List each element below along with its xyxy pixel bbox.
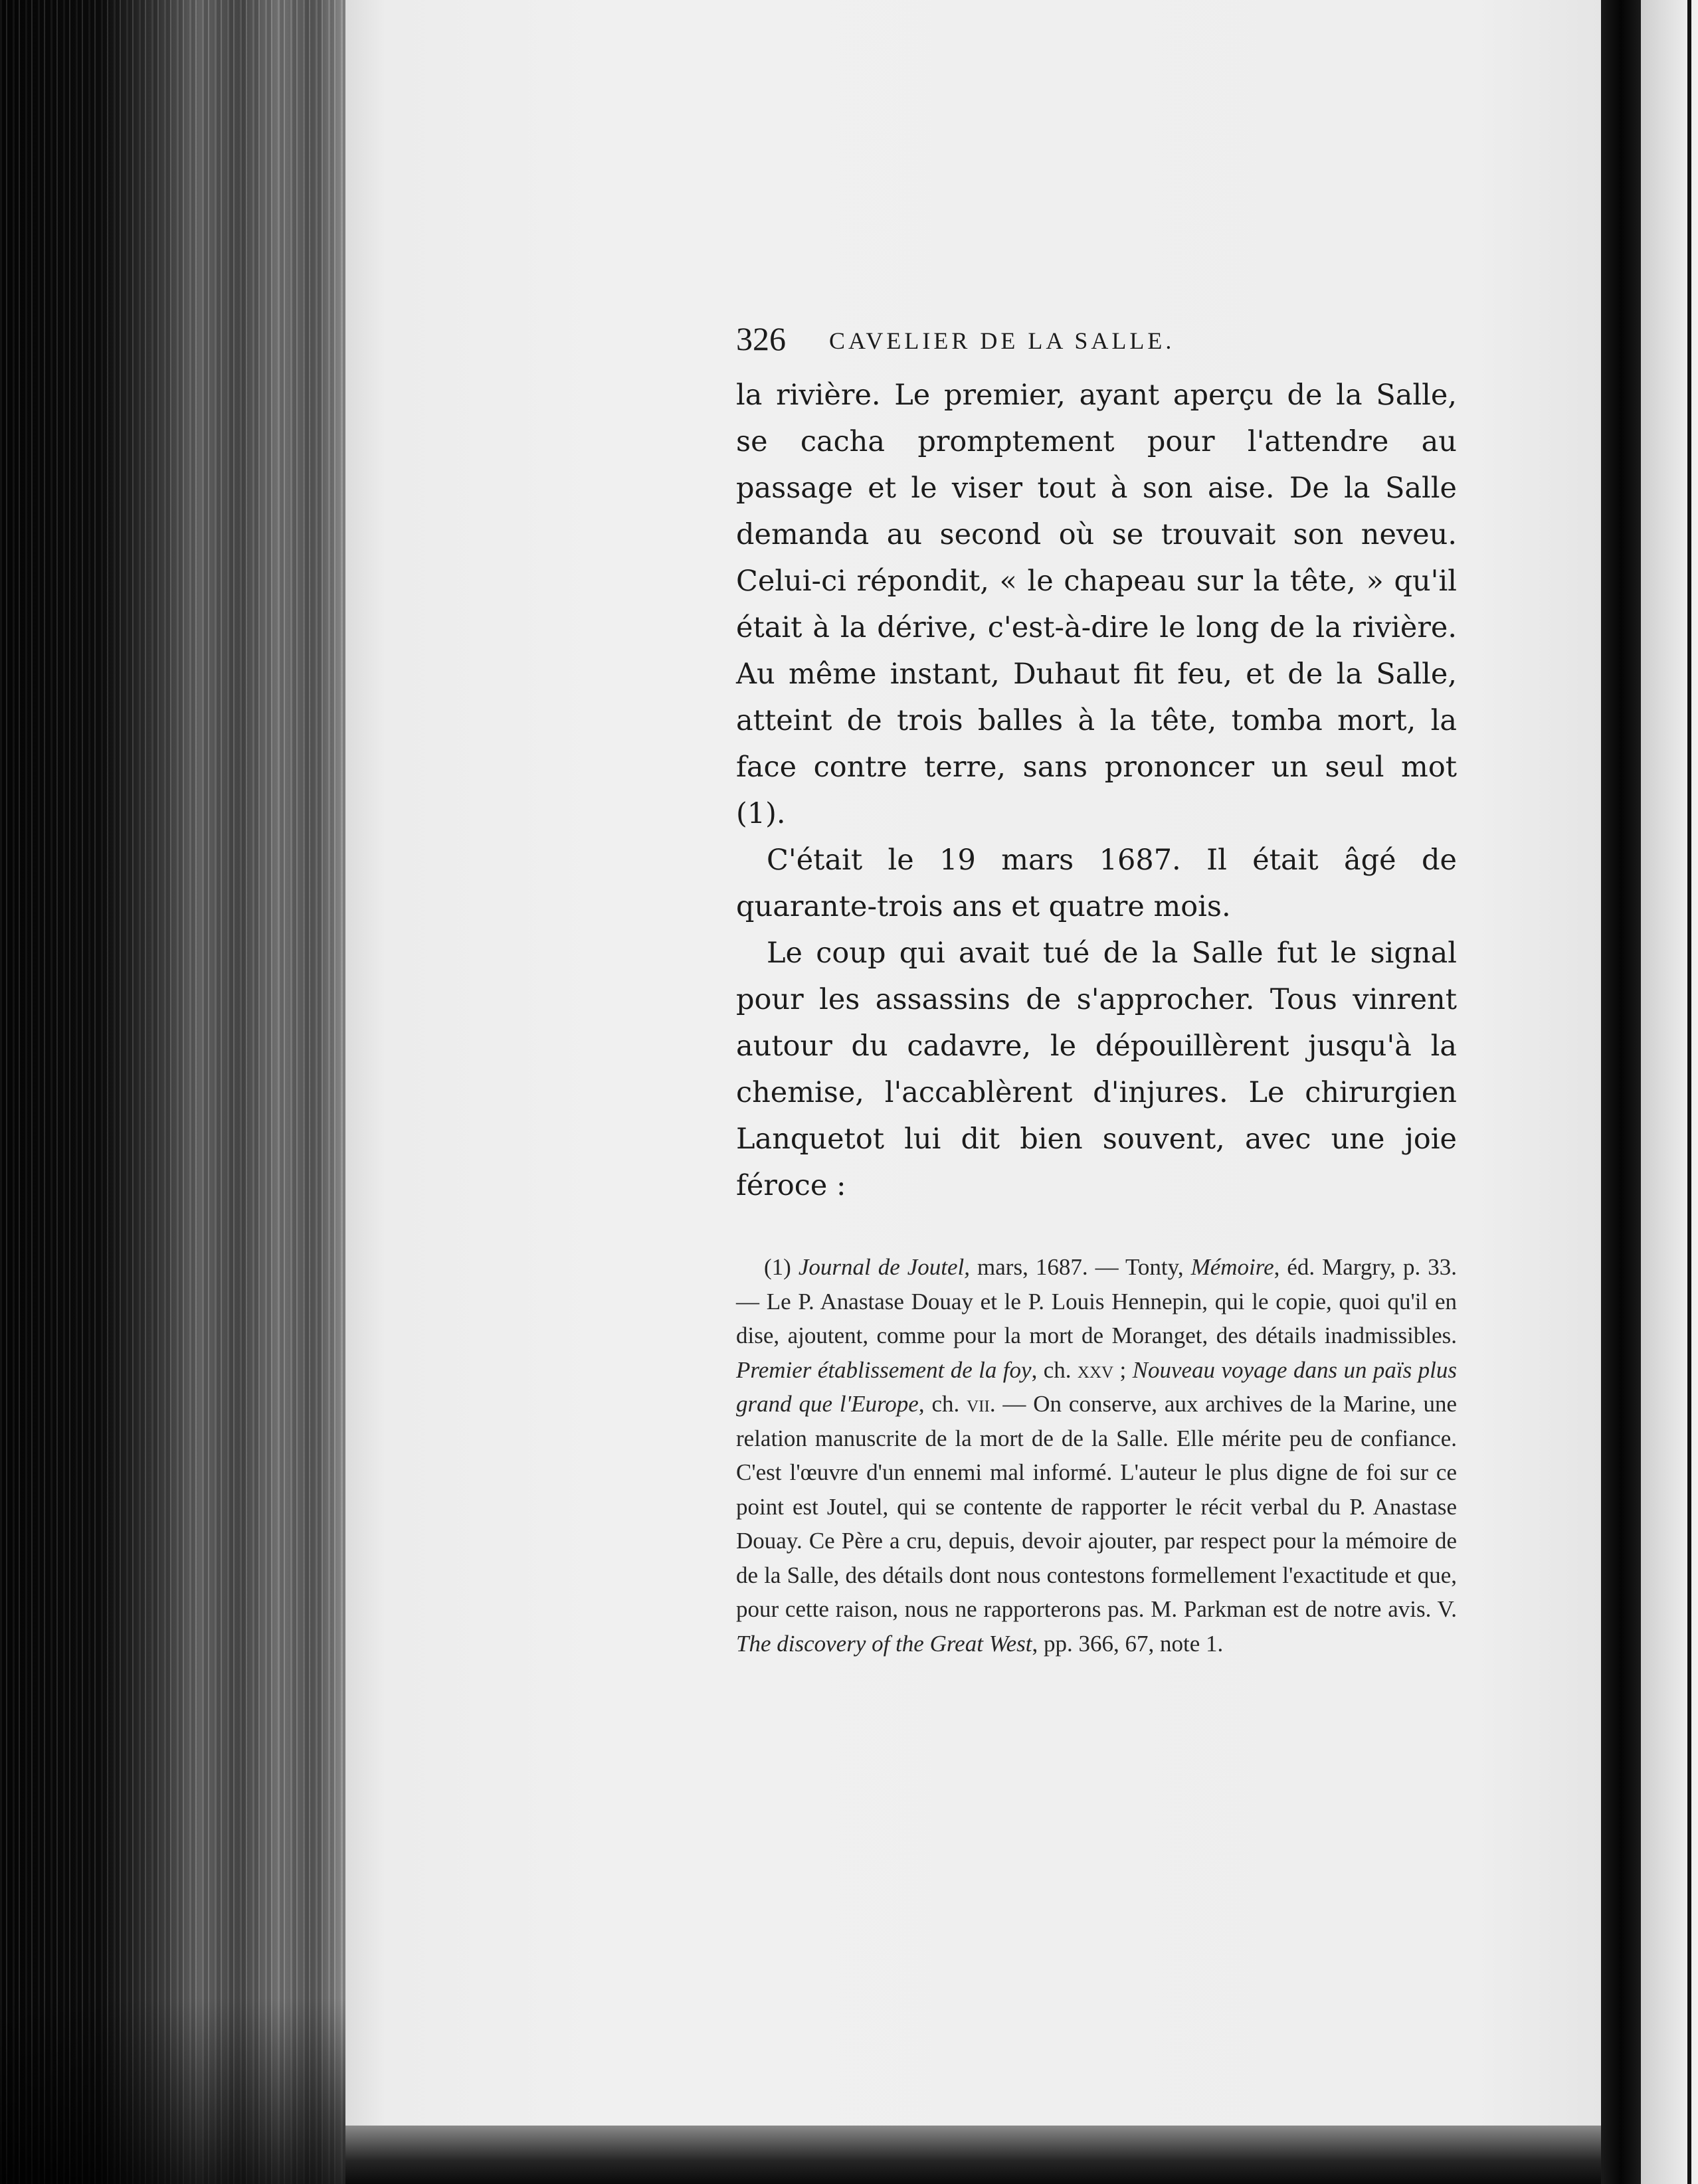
- footnote-title-discovery: The discovery of the Great West: [736, 1630, 1032, 1657]
- page-edge-streaks: [0, 0, 359, 2184]
- footnote-title-premier-etablissement: Premier établissement de la foy: [736, 1356, 1032, 1383]
- paragraph-2: C'était le 19 mars 1687. Il était âgé de quarante-trois ans et quatre mois.: [736, 844, 1457, 923]
- footnote-text: , ch.: [1031, 1356, 1078, 1383]
- footnote-text: , éd. Margry, p. 33. — Le P. Anastase Douay et le P. Louis Hennepin, qui le copie, quoi qu'il en dise, ajoutent, comme pour la mort de Moranget, des détails inadmissibles.: [736, 1254, 1458, 1348]
- binding-gutter: [1601, 0, 1641, 2184]
- book-edge: [0, 0, 359, 2184]
- body-text: [736, 372, 1457, 1209]
- footnote-text: , pp. 366, 67, note 1.: [1032, 1630, 1224, 1657]
- footnote-marker: (1): [764, 1254, 791, 1280]
- paragraph-1: la rivière. Le premier, ayant aperçu de la Salle, se cacha promptement pour l'attendre au passage et le viser tout à son aise. De la Salle demanda au second où se trouvait son neveu. Celui-ci répondit, « le chapeau sur la tête, » qu'il était à la dérive, c'est-à-dire le long de la rivière. Au même instant, Duhaut fit feu, et de la Salle, atteint de trois balles à la tête, tomba mort, la face contre terre, sans prononcer un seul mot (1).: [736, 379, 1457, 830]
- page-number: 326: [736, 320, 786, 357]
- footnote-text: mars, 1687. — Tonty,: [970, 1254, 1191, 1280]
- footnote-chapter: vii: [967, 1391, 990, 1417]
- footnote: [736, 1250, 1457, 1661]
- running-head: [736, 319, 1457, 365]
- footnote-text: ;: [1113, 1356, 1133, 1383]
- page-content: [736, 319, 1457, 1661]
- footnote-title-memoire: Mémoire: [1190, 1254, 1274, 1280]
- paragraph-3: Le coup qui avait tué de la Salle fut le signal pour les assassins de s'approcher. Tous vinrent autour du cadavre, le dépouillèrent jusqu'à la chemise, l'accablèrent d'injures. Le chirurgien Lanquetot lui dit bien souvent, avec une joie féroce :: [736, 937, 1457, 1202]
- footnote-title-joutel: Journal de Joutel,: [798, 1254, 971, 1280]
- footnote-text: , ch.: [918, 1391, 967, 1417]
- footnote-title-nouveau-voyage: Nouveau voyage dans un païs plus grand que l'Europe: [736, 1356, 1457, 1417]
- footnote-text: . — On conserve, aux archives de la Marine, une relation manuscrite de la mort de de la Salle. Elle mérite peu de confiance. C'est l'œuvre d'un ennemi mal informé. L'auteur le plus digne de foi sur ce point est Joutel, qui se contente de rapporter le récit verbal du P. Anastase Douay. Ce Père a cru, depuis, devoir ajouter, par respect pour la mémoire de de la Salle, des détails dont nous contestons formellement l'exactitude et que, pour cette raison, nous ne rapporterons pas. M. Parkman est de notre avis. V.: [736, 1391, 1457, 1622]
- gutter-line: [1687, 0, 1691, 2184]
- running-title: CAVELIER DE LA SALLE.: [829, 327, 1175, 354]
- footnote-chapter: xxv: [1077, 1356, 1114, 1383]
- edge-shadow: [0, 1998, 359, 2184]
- page-bottom-shadow: [345, 2126, 1614, 2184]
